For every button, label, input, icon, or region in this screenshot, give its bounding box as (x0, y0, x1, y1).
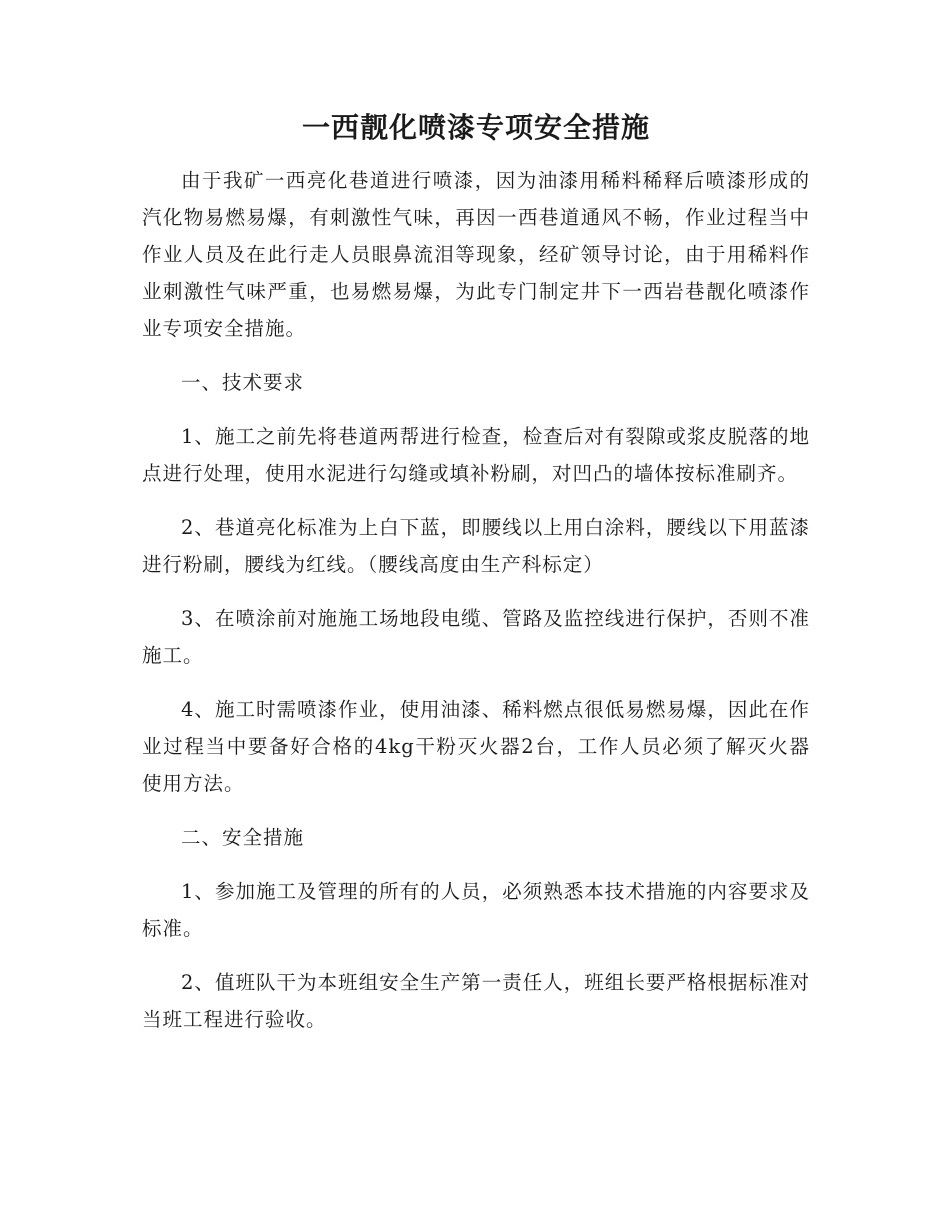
list-item: 1、施工之前先将巷道两帮进行检查，检查后对有裂隙或浆皮脱落的地点进行处理，使用水泥进行勾缝或填补粉刷，对凹凸的墙体按标准刷齐。 (142, 425, 810, 485)
list-item: 1、参加施工及管理的所有的人员，必须熟悉本技术措施的内容要求及标准。 (142, 880, 810, 940)
section-safety-measures (142, 819, 810, 1038)
list-item: 3、在喷涂前对施施工场地段电缆、管路及监控线进行保护，否则不准施工。 (142, 607, 810, 667)
section-technical-requirements (142, 364, 810, 802)
section-heading: 一、技术要求 (181, 371, 305, 394)
section-heading: 二、安全措施 (181, 826, 305, 849)
list-item: 4、施工时需喷漆作业，使用油漆、稀料燃点很低易燃易爆，因此在作业过程当中要备好合格的4kg干粉灭火器2台，工作人员必须了解灭火器使用方法。 (142, 698, 810, 795)
document-title: 一西靓化喷漆专项安全措施 (301, 111, 650, 144)
list-item: 2、巷道亮化标准为上白下蓝，即腰线以上用白涂料，腰线以下用蓝漆进行粉刷，腰线为红线。（腰线高度由生产科标定） (142, 516, 810, 576)
intro-paragraph: 由于我矿一西亮化巷道进行喷漆，因为油漆用稀料稀释后喷漆形成的汽化物易燃易爆，有刺激性气味，再因一西巷道通风不畅，作业过程当中作业人员及在此行走人员眼鼻流泪等现象，经矿领导讨论，由于用稀料作业刺激性气味严重，也易燃易爆，为此专门制定井下一西岩巷靓化喷漆作业专项安全措施。 (142, 169, 810, 340)
list-item: 2、值班队干为本班组安全生产第一责任人，班组长要严格根据标准对当班工程进行验收。 (142, 971, 810, 1031)
